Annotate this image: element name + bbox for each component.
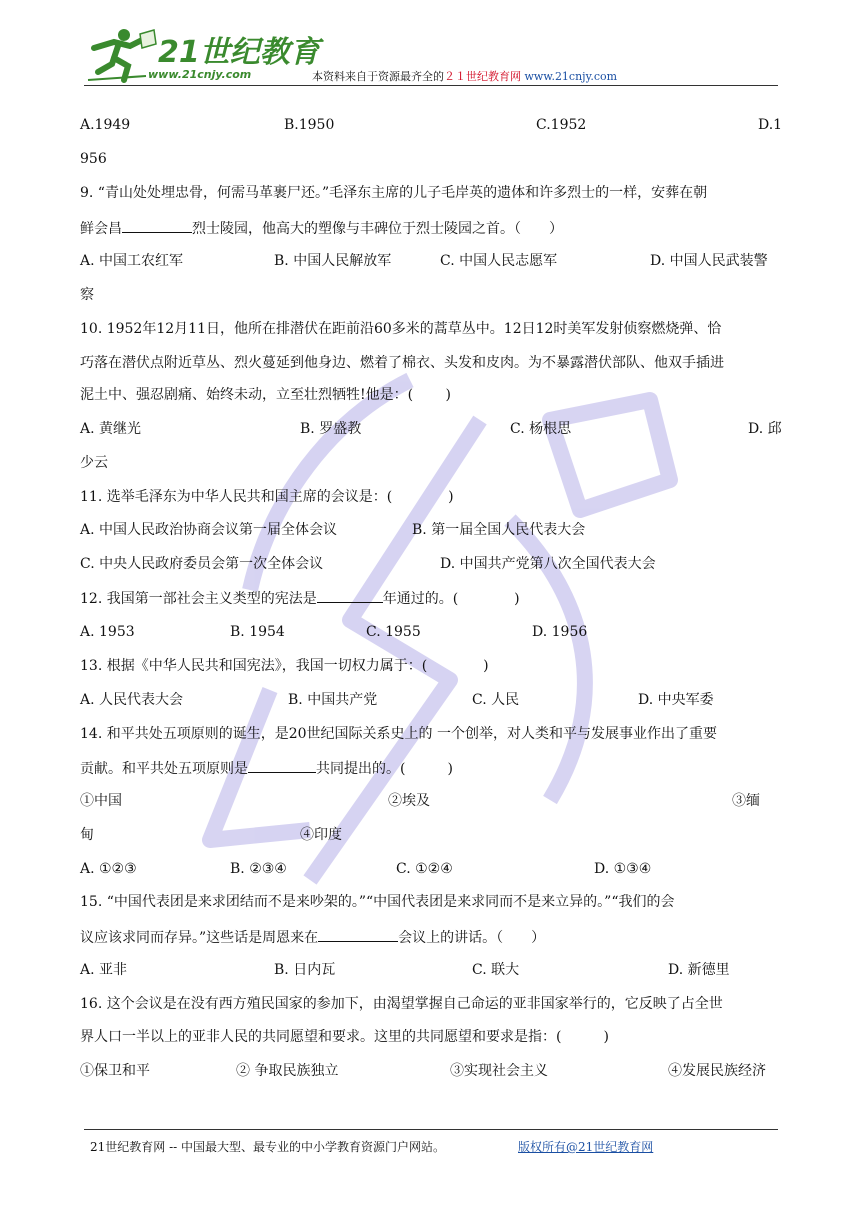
q8-option-a: A.1949 <box>80 117 131 133</box>
q13-option-d: D. 中央军委 <box>638 692 714 708</box>
logo-url-text: www.21cnjy.com <box>148 68 252 81</box>
q16-item-1: ①保卫和平 <box>80 1063 150 1079</box>
header-note-site[interactable]: ２１世纪教育网 <box>444 70 521 83</box>
q16-stem-line1: 16. 这个会议是在没有西方殖民国家的参加下，由渴望掌握自己命运的亚非国家举行的，它反映了占全世 <box>80 996 723 1012</box>
footer-divider <box>84 1129 778 1130</box>
header-divider <box>84 85 778 86</box>
q14-option-a: A. ①②③ <box>80 861 137 877</box>
q15-option-b: B. 日内瓦 <box>274 962 336 978</box>
q14-item-1: ①中国 <box>80 793 122 809</box>
q11-option-b: B. 第一届全国人民代表大会 <box>412 522 586 538</box>
q11-option-a: A. 中国人民政治协商会议第一届全体会议 <box>80 522 338 538</box>
q10-option-c: C. 杨根思 <box>510 421 572 437</box>
q8-option-c: C.1952 <box>536 117 587 133</box>
q9-stem-line1: 9. “青山处处埋忠骨，何需马革裹尸还。”毛泽东主席的儿子毛岸英的遗体和许多烈士的一样，安葬在朝 <box>80 185 708 201</box>
q8-option-b: B.1950 <box>284 117 335 133</box>
q16-item-3: ③实现社会主义 <box>450 1063 548 1079</box>
q14-stem-line2 <box>80 758 453 778</box>
q15-stem-line2 <box>80 927 545 947</box>
q13-option-c: C. 人民 <box>472 692 520 708</box>
q16-item-2: ② 争取民族独立 <box>236 1063 339 1079</box>
q10-stem-line1: 10. 1952年12月11日，他所在排潜伏在距前沿60多米的蒿草丛中。12日12时美军发射侦察燃烧弹、恰 <box>80 321 722 337</box>
site-logo <box>84 26 320 84</box>
answer-blank <box>248 758 316 773</box>
q12-stem <box>80 588 520 608</box>
header-note-prefix: 本资料来自于资源最齐全的 <box>312 70 444 83</box>
q13-stem: 13. 根据《中华人民共和国宪法》，我国一切权力属于：( ) <box>80 658 489 674</box>
q12-option-c: C. 1955 <box>366 624 421 640</box>
q9-option-c: C. 中国人民志愿军 <box>440 253 558 269</box>
q12-stem-text-b: 年通过的。( ) <box>382 591 520 607</box>
header-note-url[interactable]: www.21cnjy.com <box>524 70 618 83</box>
q14-item-3: ③缅 <box>732 793 760 809</box>
q8-option-d: D.1 <box>758 117 783 133</box>
q14-item-3-cont: 甸 <box>80 827 94 843</box>
q15-stem-text-b: 会议上的讲话。（ ） <box>398 930 546 946</box>
q11-stem: 11. 选举毛泽东为中华人民共和国主席的会议是：( ) <box>80 489 454 505</box>
logo-text: 21世纪教育 <box>158 35 320 70</box>
q14-stem-text-a: 贡献。和平共处五项原则是 <box>80 761 248 777</box>
q9-option-b: B. 中国人民解放军 <box>274 253 392 269</box>
q9-stem-text-b: 烈士陵园，他高大的塑像与丰碑位于烈士陵园之首。（ ） <box>192 221 563 237</box>
watermark-logo-icon <box>150 360 710 940</box>
answer-blank <box>318 927 398 942</box>
q13-option-a: A. 人民代表大会 <box>80 692 184 708</box>
q12-option-d: D. 1956 <box>532 624 588 640</box>
answer-blank <box>317 588 383 603</box>
footer-text: 21世纪教育网 -- 中国最大型、最专业的中小学教育资源门户网站。 <box>90 1140 446 1154</box>
q10-option-b: B. 罗盛教 <box>300 421 362 437</box>
q10-option-d-cont: 少云 <box>80 455 108 471</box>
q15-option-d: D. 新德里 <box>668 962 730 978</box>
q15-stem-line1: 15. “中国代表团是来求团结而不是来吵架的。”“中国代表团是来求同而不是来立异的。”“我们的会 <box>80 894 675 910</box>
q10-option-d: D. 邱 <box>748 421 782 437</box>
q15-option-a: A. 亚非 <box>80 962 128 978</box>
q10-stem-line2: 巧落在潜伏点附近草丛、烈火蔓延到他身边、燃着了棉衣、头发和皮肉。为不暴露潜伏部队、他双手插进 <box>80 355 724 371</box>
q8-option-d-cont: 956 <box>80 151 107 167</box>
q14-option-d: D. ①③④ <box>594 861 652 877</box>
q14-option-b: B. ②③④ <box>230 861 287 877</box>
q15-stem-text-a: 议应该求同而存异。”这些话是周恩来在 <box>80 930 319 946</box>
footer-copyright-link[interactable]: 版权所有@21世纪教育网 <box>518 1140 654 1154</box>
q16-stem-line2: 界人口一半以上的亚非人民的共同愿望和要求。这里的共同愿望和要求是指：( ) <box>80 1029 609 1045</box>
q10-stem-line3: 泥土中、强忍剧痛、始终未动，立至壮烈牺牲!他是：( ) <box>80 387 451 403</box>
q9-option-d-cont: 察 <box>80 287 94 303</box>
q13-option-b: B. 中国共产党 <box>288 692 378 708</box>
q11-option-c: C. 中央人民政府委员会第一次全体会议 <box>80 556 324 572</box>
q14-item-4: ④印度 <box>300 827 342 843</box>
q12-option-a: A. 1953 <box>80 624 135 640</box>
q15-option-c: C. 联大 <box>472 962 520 978</box>
q12-stem-text-a: 12. 我国第一部社会主义类型的宪法是 <box>80 591 317 607</box>
runner-logo-icon <box>84 26 320 84</box>
q9-option-a: A. 中国工农红军 <box>80 253 184 269</box>
q9-stem-line2 <box>80 218 563 238</box>
q11-option-d: D. 中国共产党第八次全国代表大会 <box>440 556 656 572</box>
answer-blank <box>122 218 192 233</box>
header-note <box>312 68 617 84</box>
q10-option-a: A. 黄继光 <box>80 421 142 437</box>
q9-stem-text-a: 鲜会昌 <box>80 221 122 237</box>
q16-item-4: ④发展民族经济 <box>668 1063 766 1079</box>
q14-stem-line1: 14. 和平共处五项原则的诞生，是20世纪国际关系史上的 一个创举，对人类和平与发展事业作出了重要 <box>80 726 717 742</box>
q14-option-c: C. ①②④ <box>396 861 453 877</box>
q9-option-d: D. 中国人民武装警 <box>650 253 768 269</box>
q14-item-2: ②埃及 <box>388 793 430 809</box>
q12-option-b: B. 1954 <box>230 624 285 640</box>
q14-stem-text-b: 共同提出的。( ) <box>316 761 453 777</box>
